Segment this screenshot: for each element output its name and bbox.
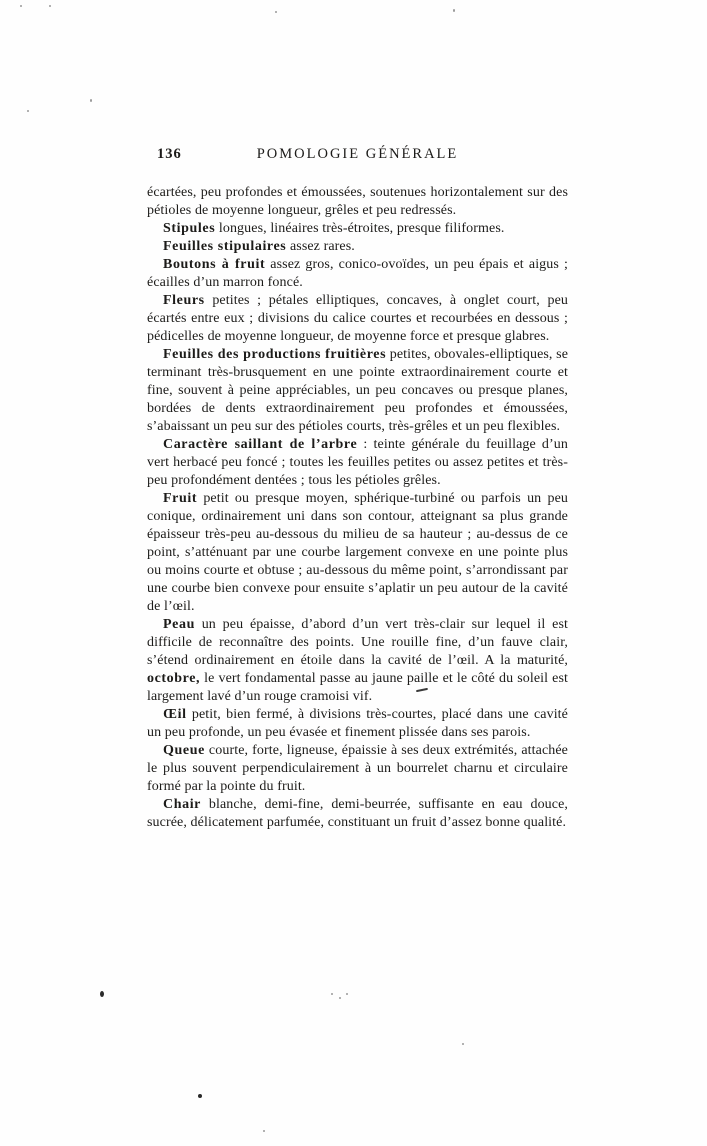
bold-lead: Fruit: [163, 491, 198, 506]
paragraph: [147, 238, 568, 256]
paragraph: [147, 256, 568, 292]
paragraph-text: blanche, demi-fine, demi-beurrée, suffisante en eau douce, sucrée, délicatement parfumée, constituant un fruit d’assez bonne qualité.: [147, 797, 568, 830]
scan-speck: [27, 110, 29, 112]
bold-lead: octobre,: [147, 671, 201, 686]
paragraph: [147, 292, 568, 346]
paragraph: [147, 796, 568, 832]
page-text: [147, 184, 568, 832]
paragraph-text: petites ; pétales elliptiques, concaves, à onglet court, peu écartés entre eux ; divisions du calice courtes et recourbées en dessous ; pédicelles de moyenne longueur, de moyenne force et presque glabres.: [147, 293, 568, 344]
paragraph: [147, 346, 568, 436]
scan-speck: [275, 11, 277, 13]
bold-lead: Peau: [163, 617, 195, 632]
paragraph-text: assez rares.: [286, 239, 355, 254]
scan-speck: [198, 1094, 202, 1098]
paragraph-text: assez gros, conico-ovoïdes, un peu épais et aigus ; écailles d’un marron foncé.: [147, 257, 569, 290]
paragraph-text: petit, bien fermé, à divisions très-courtes, placé dans une cavité un peu profonde, un peu évasée et finement plissée dans ses parois.: [147, 707, 568, 740]
paragraph-text: écartées, peu profondes et émoussées, soutenues horizontalement sur des pétioles de moyenne longueur, grêles et peu redressés.: [147, 185, 568, 218]
paragraph: [147, 184, 568, 220]
paragraph: [147, 490, 568, 616]
scan-speck: [263, 1130, 265, 1132]
paragraph-text: courte, forte, ligneuse, épaissie à ses deux extrémités, attachée le plus souvent perpendiculairement à un bourrelet charnu et circulaire formé par la pointe du fruit.: [147, 743, 568, 794]
paragraph-text: un peu épaisse, d’abord d’un vert très-clair sur lequel il est difficile de reconnaître des points. Une rouille fine, d’un fauve clair, s’étend ordinairement en étoile dans la cavité de l’œil. A la maturité,: [147, 617, 568, 668]
running-title: POMOLOGIE GÉNÉRALE: [256, 146, 459, 162]
scan-speck: [453, 9, 455, 12]
scan-speck: [49, 5, 51, 7]
scan-speck: [100, 991, 104, 997]
bold-lead: Fleurs: [163, 293, 205, 308]
paragraph-text: : teinte générale du feuillage d’un vert herbacé peu foncé ; toutes les feuilles petites ou assez petites et très-peu profondément dentées ; tous les pétioles grêles.: [147, 437, 568, 488]
paragraph: [147, 436, 568, 490]
paragraph-text: petites, obovales-elliptiques, se terminant très-brusquement en une pointe extraordinairement courte et fine, souvent à peine appréciables, un peu concaves ou presque planes, bordées de dents extraordinairement peu profondes et émoussées, s’abaissant un peu sur des pétioles courts, très-grêles et un peu flexibles.: [147, 347, 569, 434]
page-number: 136: [157, 146, 182, 162]
scan-speck: [331, 993, 333, 995]
paragraph: [147, 616, 568, 706]
bold-lead: Feuilles stipulaires: [163, 239, 287, 254]
paragraph: [147, 742, 568, 796]
scan-speck: [462, 1043, 464, 1045]
page-header: [147, 146, 568, 166]
bold-lead: Boutons à fruit: [163, 257, 266, 272]
bold-lead: Queue: [163, 743, 205, 758]
scan-speck: [90, 99, 92, 102]
bold-lead: Feuilles des productions fruitières: [163, 347, 387, 362]
bold-lead: Chair: [163, 797, 201, 812]
bold-lead: Caractère saillant de l’arbre: [163, 437, 358, 452]
paragraph-text: petit ou presque moyen, sphérique-turbiné ou parfois un peu conique, ordinairement uni dans son contour, atteignant sa plus grande épaisseur très-peu au-dessous du milieu de sa hauteur ; au-dessus de ce point, s’atténuant par une courbe largement convexe en une pointe plus ou moins courte et obtuse ; au-dessous du même point, s’arrondissant par une courbe bien convexe pour ensuite s’aplatir un peu autour de la cavité de l’œil.: [147, 491, 568, 614]
paragraph: [147, 706, 568, 742]
paragraph-text: le vert fondamental passe au jaune paille et le côté du soleil est largement lavé d’un rouge cramoisi vif.: [147, 671, 568, 704]
scan-speck: [346, 993, 348, 995]
paragraph: [147, 220, 568, 238]
bold-lead: Stipules: [163, 221, 216, 236]
bold-lead: Œil: [163, 707, 187, 722]
paragraph-text: longues, linéaires très-étroites, presque filiformes.: [215, 221, 505, 236]
scan-speck: [339, 997, 341, 999]
scan-speck: [20, 5, 22, 7]
